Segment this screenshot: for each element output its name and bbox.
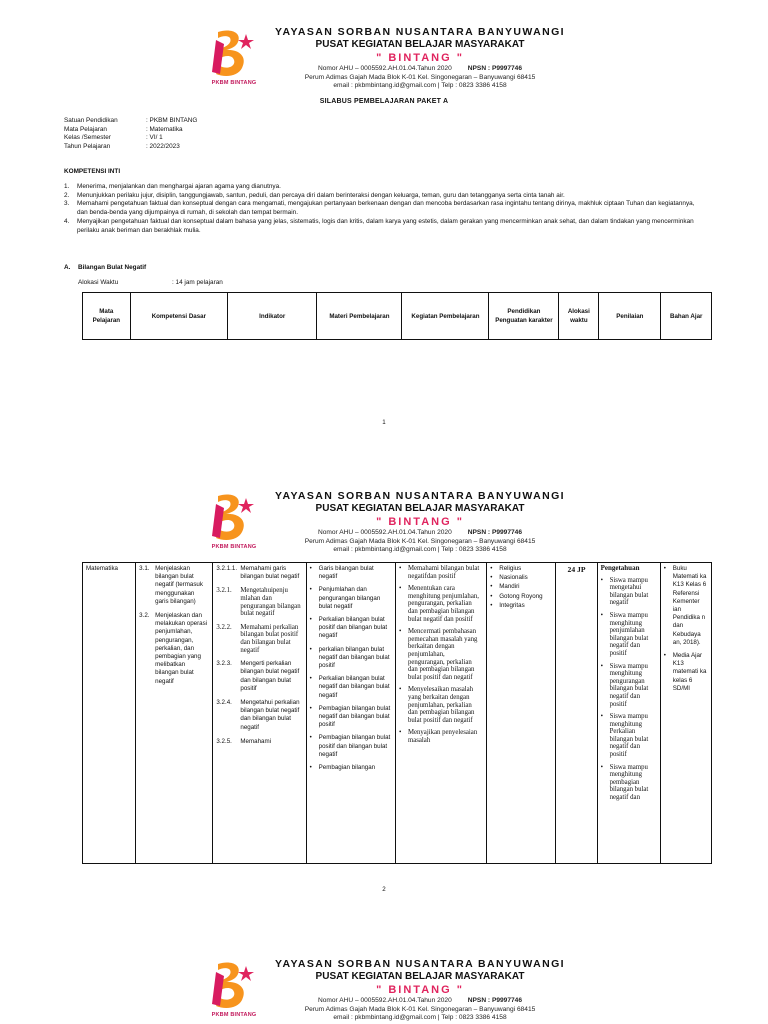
pkbm-bintang-logo xyxy=(208,26,260,90)
reg-nomor: Nomor AHU – 0005592.AH.01.04.Tahun 2020 xyxy=(317,997,452,1004)
org-bintang: " BINTANG " xyxy=(376,52,464,64)
identity-key: Satuan Pendidikan xyxy=(64,117,118,124)
ki-item: 3. Memahami pengetahuan faktual dan konseptual dengan cara mengamati, mengajukan pertanyaan berkenaan dengan dan mencoba berdasarkan rasa ingintahu tentang dirinya, makhluk ciptaan Tuhan dan kegiatannya, dan benda-benda yang dijumpainya di rumah, di sekolah dan tempat bermain. xyxy=(64,200,695,217)
reg-npsn: NPSN : P9997746 xyxy=(467,65,523,72)
identity-value: : VI/ 1 xyxy=(146,134,163,142)
col-header: Indikator xyxy=(228,293,317,340)
page-number: 2 xyxy=(382,886,386,893)
cell-alokasi: 24 JP xyxy=(556,563,597,864)
org-bintang: " BINTANG " xyxy=(376,984,464,996)
org-sub: PUSAT KEGIATAN BELAJAR MASYARAKAT xyxy=(315,971,525,982)
identity-key: Kelas /Semester xyxy=(64,134,111,142)
identity-value: : PKBM BINTANG xyxy=(146,117,198,124)
doc-title: SILABUS PEMBELAJARAN PAKET A xyxy=(319,98,449,105)
ki-item: 4. Menyajikan pengetahuan faktual dan konseptual dalam bahasa yang jelas, sistematis, logis dan kritis, dalam karya yang estetis, dalam gerakan yang mencerminkan anak sehat, dan dalam tindakan yang mencerminkan perilaku anak beriman dan berakhlak mulia. xyxy=(64,217,694,234)
identity-value: : 2022/2023 xyxy=(146,142,180,150)
cell-bahan-ajar: • Buku Matemati ka K13 Kelas 6 Referensi Kementer ian Pendidika n dan Kebudaya an, 2018). • Media Ajar K13 matemati ka kelas 6 SD/MI xyxy=(660,563,711,864)
reg-npsn: NPSN : P9997746 xyxy=(467,529,523,536)
letterhead xyxy=(0,26,768,91)
section-heading: A. Bilangan Bulat Negatif xyxy=(64,264,147,271)
reg-nomor: Nomor AHU – 0005592.AH.01.04.Tahun 2020 xyxy=(317,65,452,72)
org-bintang: " BINTANG " xyxy=(376,516,464,528)
pkbm-bintang-logo xyxy=(208,958,260,1022)
logo-caption: PKBM BINTANG xyxy=(211,544,257,550)
cell-penilaian: Pengetahuan • Siswa mampu mengetahui bilangan bulat negatif • Siswa mampu menghitung penjumlahan bilangan bulat negatif dan positif • Siswa mampu menghitung pengurangan bilangan bulat negatif dan positif • Siswa mampu menghitung Perkalian bilangan bulat negatif dan positif • Siswa mampu menghitung pembagian bilangan bulat negatif dan xyxy=(597,563,660,864)
alokasi-waktu: Alokasi Waktu : 14 jam pelajaran xyxy=(78,279,223,286)
org-contact: email : pkbmbintang.id@gmail.com | Telp : 0823 3386 4158 xyxy=(333,82,507,89)
org-address: Perum Adimas Gajah Mada Blok K-01 Kel. Singonegaran – Banyuwangi 68415 xyxy=(304,73,536,81)
org-address: Perum Adimas Gajah Mada Blok K-01 Kel. Singonegaran – Banyuwangi 68415 xyxy=(304,537,536,545)
table-row xyxy=(83,563,712,864)
org-address: Perum Adimas Gajah Mada Blok K-01 Kel. Singonegaran – Banyuwangi 68415 xyxy=(304,1005,536,1013)
col-header: Alokasi waktu xyxy=(559,293,599,340)
org-contact: email : pkbmbintang.id@gmail.com | Telp : 0823 3386 4158 xyxy=(333,546,507,553)
identity-value: : Matematika xyxy=(146,125,183,133)
cell-kompetensi-dasar: 3.1. Menjelaskan bilangan bulat negatif (termasuk menggunakan garis bilangan) 3.2. Menjelaskan dan melakukan operasi penjumlahan, pengurangan, perkalian, dan pembagian yang melibatkan bilangan bulat negatif xyxy=(136,563,213,864)
cell-karakter: • Religius • Nasionalis • Mandiri • Gotong Royong • Integritas xyxy=(487,563,556,864)
syllabus-header-table xyxy=(82,292,712,340)
cell-materi: • Garis bilangan bulat negatif • Penjumlahan dan pengurangan bilangan bulat negatif • Perkalian bilangan bulat positif dan bilangan bulat negatif • perkalian bilangan bulat negatif dan bilangan bulat positif • Perkalian bilangan bulat negatif dan bilangan bulat negatif • Pembagian bilangan bulat negatif dan bilangan bulat positif • Pembagian bilangan bulat positif dan bilangan bulat negatif • Pembagian bilangan xyxy=(306,563,395,864)
col-header: Kompetensi Dasar xyxy=(130,293,227,340)
ki-list xyxy=(64,183,704,235)
org-name: YAYASAN SORBAN NUSANTARA BANYUWANGI xyxy=(275,958,565,970)
org-name: YAYASAN SORBAN NUSANTARA BANYUWANGI xyxy=(275,26,565,38)
col-header: Materi Pembelajaran xyxy=(317,293,402,340)
letterhead xyxy=(0,490,768,555)
col-header: Pendidikan Penguatan karakter xyxy=(489,293,559,340)
ki-item: 1. Menerima, menjalankan dan menghargai ajaran agama yang dianutnya. xyxy=(64,183,281,190)
reg-nomor: Nomor AHU – 0005592.AH.01.04.Tahun 2020 xyxy=(317,529,452,536)
org-name: YAYASAN SORBAN NUSANTARA BANYUWANGI xyxy=(275,490,565,502)
table-header-row xyxy=(83,293,712,340)
document-page-1 xyxy=(0,0,768,445)
reg-npsn: NPSN : P9997746 xyxy=(467,997,523,1004)
pkbm-bintang-logo xyxy=(208,490,260,554)
page-number: 1 xyxy=(382,419,386,426)
document-page-3 xyxy=(0,950,768,1024)
org-sub: PUSAT KEGIATAN BELAJAR MASYARAKAT xyxy=(315,39,525,50)
cell-indikator: 3.2.1.1. Memahami garis bilangan bulat negatif 3.2.1. Mengetahuipenju mlahan dan pengurangan bilangan bulat negatif 3.2.2. Memahami perkalian bilangan bulat positif dan bilangan bulat negatif 3.2.3. Mengerti perkalian bilangan bulat negatif dan bilangan bulat positif 3.2.4. Mengetahui perkalian bilangan bulat negatif dan bilangan bulat negatif 3.2.5. Memahami xyxy=(213,563,306,864)
col-header: Mata Pelajaran xyxy=(83,293,131,340)
logo-caption: PKBM BINTANG xyxy=(211,80,257,86)
col-header: Bahan Ajar xyxy=(661,293,712,340)
cell-kegiatan: • Memahami bilangan bulat negatifdan positif • Menentukan cara menghitung penjumlahan, pengurangan, perkalian dan pembagian bilangan bulat negatif dan positif • Mencermati pembahasan pemecahan masalah yang berkaitan dengan penjumlahan, pengurangan, perkalian dan pembagian bilangan bulat positif dan negatif • Menyelesaikan masalah yang berkaitan dengan penjumlahan, perkalian dan pembagian bilangan bulat positif dan negatif • Menyajikan penyelesaian masalah xyxy=(395,563,486,864)
org-contact: email : pkbmbintang.id@gmail.com | Telp : 0823 3386 4158 xyxy=(333,1014,507,1021)
syllabus-body-table xyxy=(82,562,712,864)
document-page-2 xyxy=(0,478,768,918)
col-header: Kegiatan Pembelajaran xyxy=(402,293,489,340)
logo-caption: PKBM BINTANG xyxy=(211,1012,257,1018)
letterhead xyxy=(0,958,768,1023)
identity-key: Tahun Pelajaran xyxy=(64,142,111,150)
ki-item: 2. Menunjukkan perilaku jujur, disiplin, tanggungjawab, santun, peduli, dan percaya diri dalam berinteraksi dengan keluarga, teman, guru dan tetangganya serta cinta tanah air. xyxy=(64,191,565,199)
col-header: Penilaian xyxy=(599,293,661,340)
cell-mapel: Matematika xyxy=(83,563,136,864)
identity-block xyxy=(64,117,197,151)
org-sub: PUSAT KEGIATAN BELAJAR MASYARAKAT xyxy=(315,503,525,514)
ki-heading: KOMPETENSI INTI xyxy=(64,168,121,175)
identity-key: Mata Pelajaran xyxy=(64,125,107,133)
